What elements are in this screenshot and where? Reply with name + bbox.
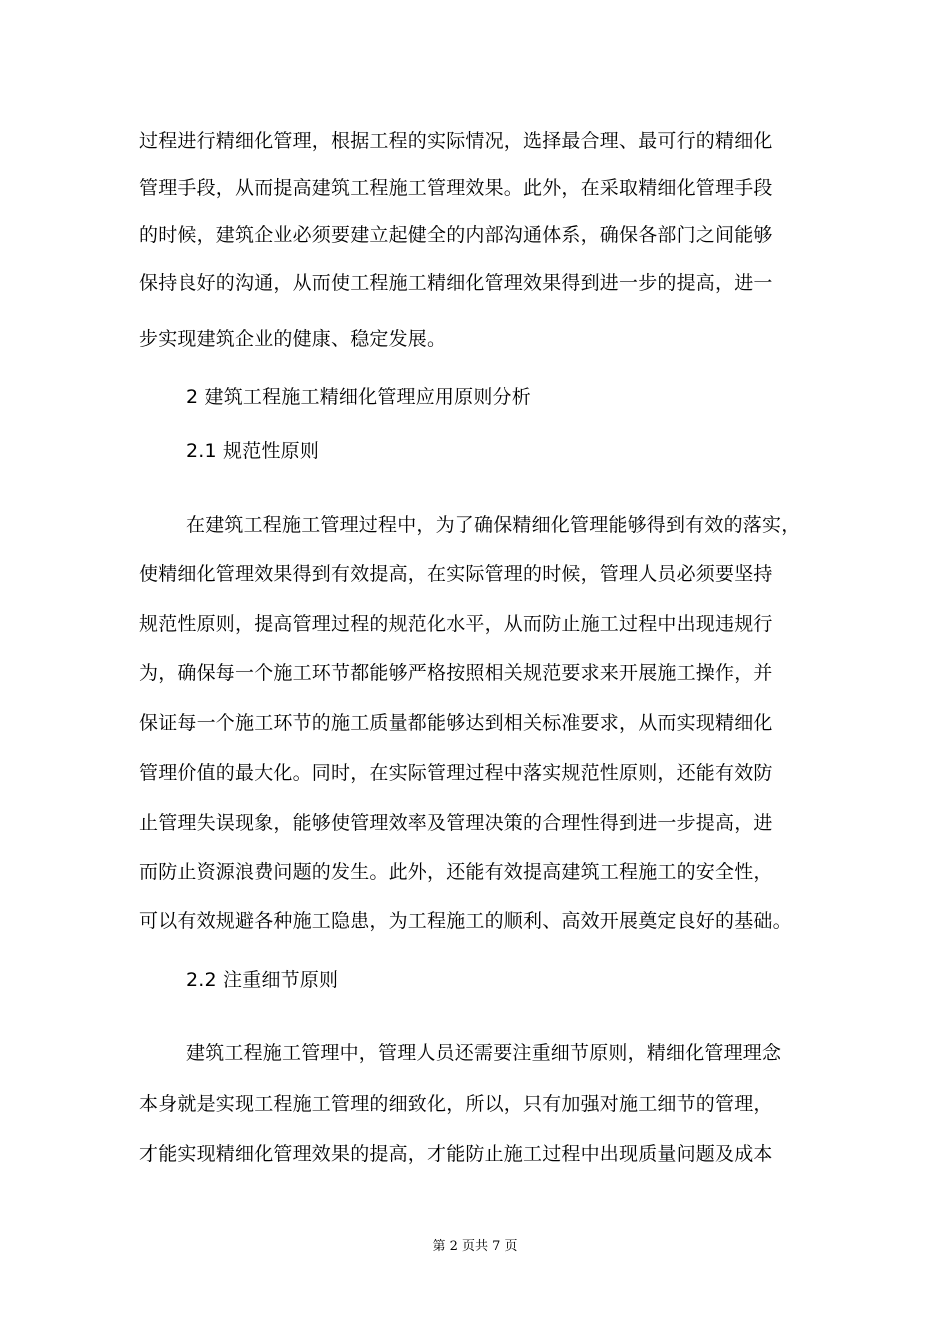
paragraph-2-line-5: 保证每一个施工环节的施工质量都能够达到相关标准要求，从而实现精细化 — [139, 712, 773, 734]
paragraph-2-line-7: 止管理失误现象，能够使管理效率及管理决策的合理性得到进一步提高，进 — [139, 812, 773, 834]
paragraph-1-line-5: 步实现建筑企业的健康、稳定发展。 — [139, 328, 447, 350]
paragraph-2-line-8: 而防止资源浪费问题的发生。此外，还能有效提高建筑工程施工的安全性， — [139, 861, 773, 883]
paragraph-2-line-4: 为，确保每一个施工环节都能够严格按照相关规范要求来开展施工操作，并 — [139, 662, 773, 684]
paragraph-2-line-6: 管理价值的最大化。同时，在实际管理过程中落实规范性原则，还能有效防 — [139, 762, 773, 784]
section-heading-2-2: 2.2 注重细节原则 — [186, 969, 339, 991]
paragraph-3-line-1: 建筑工程施工管理中，管理人员还需要注重细节原则，精细化管理理念 — [186, 1042, 782, 1064]
section-heading-2: 2 建筑工程施工精细化管理应用原则分析 — [186, 386, 531, 408]
page-number-footer: 第 2 页共 7 页 — [432, 1239, 518, 1254]
paragraph-2-line-9: 可以有效规避各种施工隐患，为工程施工的顺利、高效开展奠定良好的基础。 — [139, 910, 792, 932]
paragraph-1-line-1: 过程进行精细化管理，根据工程的实际情况，选择最合理、最可行的精细化 — [139, 130, 773, 152]
paragraph-1-line-4: 保持良好的沟通，从而使工程施工精细化管理效果得到进一步的提高，进一 — [139, 272, 773, 294]
section-heading-2-1: 2.1 规范性原则 — [186, 440, 320, 462]
paragraph-3-line-2: 本身就是实现工程施工管理的细致化，所以，只有加强对施工细节的管理， — [139, 1093, 773, 1115]
paragraph-2-line-1: 在建筑工程施工管理过程中，为了确保精细化管理能够得到有效的落实， — [186, 514, 801, 536]
paragraph-1-line-2: 管理手段，从而提高建筑工程施工管理效果。此外，在采取精细化管理手段 — [139, 177, 773, 199]
paragraph-3-line-3: 才能实现精细化管理效果的提高，才能防止施工过程中出现质量问题及成本 — [139, 1143, 773, 1165]
paragraph-2-line-3: 规范性原则，提高管理过程的规范化水平，从而防止施工过程中出现违规行 — [139, 613, 773, 635]
paragraph-1-line-3: 的时候，建筑企业必须要建立起健全的内部沟通体系，确保各部门之间能够 — [139, 224, 773, 246]
paragraph-2-line-2: 使精细化管理效果得到有效提高，在实际管理的时候，管理人员必须要坚持 — [139, 563, 773, 585]
